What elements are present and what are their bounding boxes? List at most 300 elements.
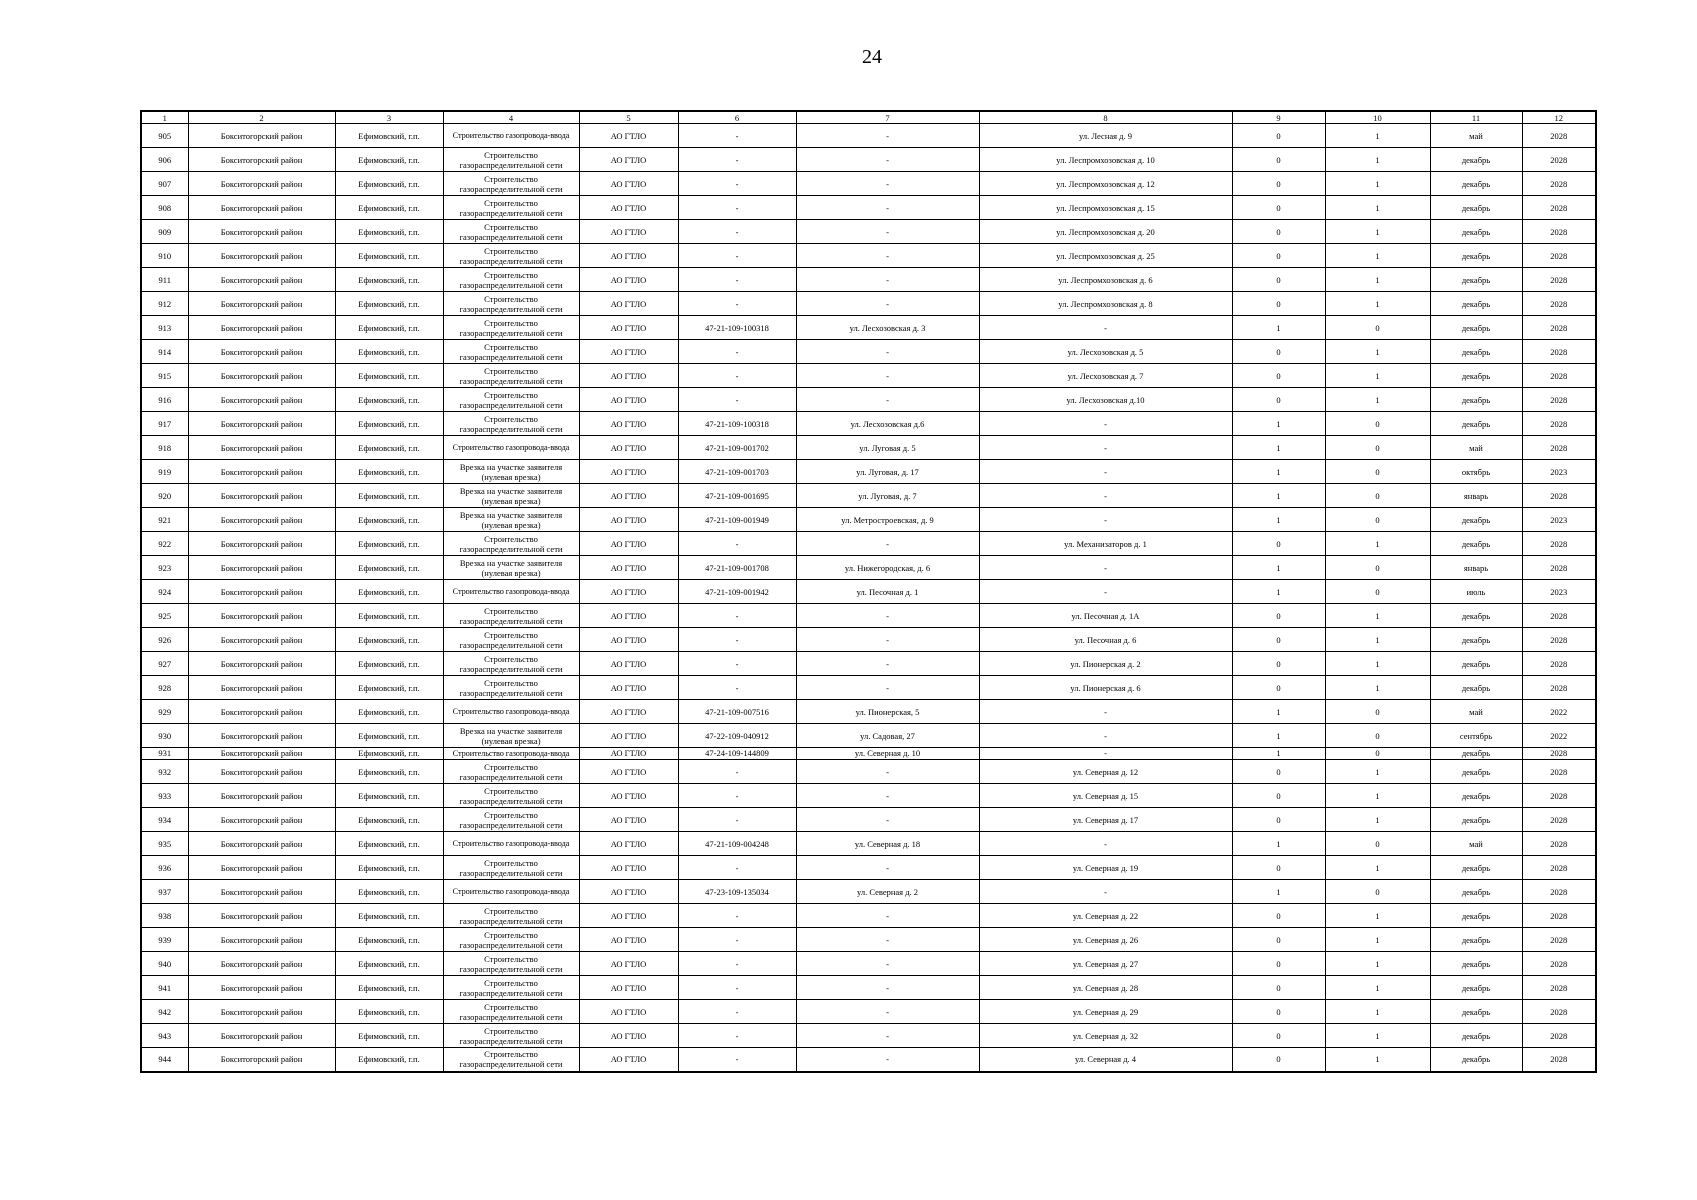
cell-count-a: 0: [1232, 172, 1325, 196]
cell-cadastral-number: -: [678, 1024, 796, 1048]
cell-cadastral-number: -: [678, 628, 796, 652]
cell-organization: АО ГТЛО: [579, 484, 678, 508]
table-row: [141, 1048, 1596, 1072]
cell-row-number: 922: [141, 532, 188, 556]
cell-network-address: -: [979, 508, 1232, 532]
cell-district: Бокситогорский район: [188, 316, 335, 340]
table-row: [141, 412, 1596, 436]
cell-organization: АО ГТЛО: [579, 832, 678, 856]
cell-count-a: 0: [1232, 952, 1325, 976]
cell-count-b: 0: [1325, 580, 1430, 604]
cell-network-address: ул. Северная д. 28: [979, 976, 1232, 1000]
column-header: 4: [443, 111, 579, 124]
cell-network-address: -: [979, 436, 1232, 460]
cell-settlement: Ефимовский, г.п.: [335, 532, 443, 556]
cell-cadastral-number: -: [678, 220, 796, 244]
cell-organization: АО ГТЛО: [579, 244, 678, 268]
cell-row-number: 921: [141, 508, 188, 532]
cell-cadastral-number: -: [678, 244, 796, 268]
cell-month: декабрь: [1430, 856, 1522, 880]
cell-district: Бокситогорский район: [188, 148, 335, 172]
cell-settlement: Ефимовский, г.п.: [335, 220, 443, 244]
cell-count-b: 1: [1325, 1000, 1430, 1024]
cell-work-type: Строительство газораспределительной сети: [443, 628, 579, 652]
cell-cadastral-number: 47-21-109-100318: [678, 412, 796, 436]
cell-year: 2028: [1522, 1024, 1596, 1048]
cell-object-address: ул. Лесхозовская д. 3: [796, 316, 979, 340]
cell-row-number: 917: [141, 412, 188, 436]
cell-year: 2028: [1522, 904, 1596, 928]
table-row: [141, 484, 1596, 508]
table-row: [141, 724, 1596, 748]
cell-settlement: Ефимовский, г.п.: [335, 880, 443, 904]
cell-month: декабрь: [1430, 676, 1522, 700]
table-row: [141, 364, 1596, 388]
cell-object-address: -: [796, 196, 979, 220]
cell-year: 2023: [1522, 460, 1596, 484]
cell-count-b: 1: [1325, 244, 1430, 268]
cell-organization: АО ГТЛО: [579, 388, 678, 412]
cell-settlement: Ефимовский, г.п.: [335, 508, 443, 532]
cell-network-address: ул. Северная д. 22: [979, 904, 1232, 928]
cell-object-address: ул. Северная д. 2: [796, 880, 979, 904]
cell-year: 2028: [1522, 436, 1596, 460]
cell-year: 2028: [1522, 976, 1596, 1000]
cell-count-a: 0: [1232, 904, 1325, 928]
cell-row-number: 939: [141, 928, 188, 952]
cell-row-number: 933: [141, 784, 188, 808]
cell-year: 2028: [1522, 784, 1596, 808]
cell-work-type: Строительство газораспределительной сети: [443, 172, 579, 196]
cell-cadastral-number: -: [678, 784, 796, 808]
cell-month: декабрь: [1430, 148, 1522, 172]
cell-count-b: 1: [1325, 904, 1430, 928]
cell-row-number: 909: [141, 220, 188, 244]
cell-row-number: 912: [141, 292, 188, 316]
cell-cadastral-number: -: [678, 268, 796, 292]
cell-year: 2028: [1522, 244, 1596, 268]
cell-settlement: Ефимовский, г.п.: [335, 604, 443, 628]
cell-object-address: -: [796, 532, 979, 556]
cell-year: 2028: [1522, 1048, 1596, 1072]
cell-year: 2028: [1522, 928, 1596, 952]
cell-network-address: -: [979, 748, 1232, 760]
cell-count-b: 1: [1325, 784, 1430, 808]
gasification-table: [140, 110, 1597, 1073]
cell-organization: АО ГТЛО: [579, 196, 678, 220]
cell-month: декабрь: [1430, 364, 1522, 388]
cell-month: декабрь: [1430, 220, 1522, 244]
table-row: [141, 460, 1596, 484]
cell-row-number: 908: [141, 196, 188, 220]
cell-settlement: Ефимовский, г.п.: [335, 316, 443, 340]
cell-work-type: Строительство газораспределительной сети: [443, 196, 579, 220]
cell-count-a: 0: [1232, 268, 1325, 292]
cell-organization: АО ГТЛО: [579, 784, 678, 808]
cell-month: май: [1430, 832, 1522, 856]
cell-object-address: -: [796, 784, 979, 808]
cell-settlement: Ефимовский, г.п.: [335, 1048, 443, 1072]
cell-network-address: -: [979, 580, 1232, 604]
cell-settlement: Ефимовский, г.п.: [335, 244, 443, 268]
cell-district: Бокситогорский район: [188, 652, 335, 676]
cell-object-address: -: [796, 220, 979, 244]
cell-year: 2022: [1522, 724, 1596, 748]
table-row: [141, 748, 1596, 760]
cell-count-b: 0: [1325, 460, 1430, 484]
cell-network-address: ул. Северная д. 26: [979, 928, 1232, 952]
cell-district: Бокситогорский район: [188, 124, 335, 148]
cell-settlement: Ефимовский, г.п.: [335, 904, 443, 928]
cell-district: Бокситогорский район: [188, 784, 335, 808]
cell-month: декабрь: [1430, 172, 1522, 196]
cell-count-b: 1: [1325, 676, 1430, 700]
cell-organization: АО ГТЛО: [579, 316, 678, 340]
cell-work-type: Строительство газораспределительной сети: [443, 364, 579, 388]
cell-network-address: ул. Северная д. 4: [979, 1048, 1232, 1072]
table-row: [141, 1000, 1596, 1024]
cell-year: 2028: [1522, 340, 1596, 364]
cell-count-b: 1: [1325, 1048, 1430, 1072]
cell-district: Бокситогорский район: [188, 676, 335, 700]
table-row: [141, 388, 1596, 412]
cell-organization: АО ГТЛО: [579, 808, 678, 832]
cell-work-type: Строительство газораспределительной сети: [443, 244, 579, 268]
cell-count-a: 0: [1232, 220, 1325, 244]
cell-district: Бокситогорский район: [188, 760, 335, 784]
cell-count-b: 1: [1325, 976, 1430, 1000]
cell-work-type: Строительство газопровода-ввода: [443, 748, 579, 760]
cell-month: декабрь: [1430, 1048, 1522, 1072]
cell-network-address: ул. Лесхозовская д. 7: [979, 364, 1232, 388]
cell-settlement: Ефимовский, г.п.: [335, 928, 443, 952]
table-row: [141, 808, 1596, 832]
cell-district: Бокситогорский район: [188, 460, 335, 484]
cell-object-address: ул. Северная д. 18: [796, 832, 979, 856]
cell-organization: АО ГТЛО: [579, 604, 678, 628]
cell-row-number: 943: [141, 1024, 188, 1048]
cell-network-address: -: [979, 460, 1232, 484]
cell-district: Бокситогорский район: [188, 340, 335, 364]
cell-network-address: ул. Леспромхозовская д. 15: [979, 196, 1232, 220]
cell-organization: АО ГТЛО: [579, 532, 678, 556]
cell-count-a: 0: [1232, 628, 1325, 652]
cell-object-address: -: [796, 760, 979, 784]
cell-network-address: ул. Пионерская д. 2: [979, 652, 1232, 676]
cell-organization: АО ГТЛО: [579, 1000, 678, 1024]
cell-cadastral-number: -: [678, 148, 796, 172]
cell-month: декабрь: [1430, 904, 1522, 928]
cell-row-number: 926: [141, 628, 188, 652]
cell-district: Бокситогорский район: [188, 1000, 335, 1024]
cell-count-a: 0: [1232, 784, 1325, 808]
cell-work-type: Врезка на участке заявителя (нулевая врезка): [443, 484, 579, 508]
cell-row-number: 935: [141, 832, 188, 856]
cell-object-address: -: [796, 148, 979, 172]
cell-cadastral-number: -: [678, 976, 796, 1000]
cell-row-number: 928: [141, 676, 188, 700]
table-body: [141, 124, 1596, 1072]
cell-settlement: Ефимовский, г.п.: [335, 784, 443, 808]
cell-cadastral-number: 47-21-109-001942: [678, 580, 796, 604]
cell-year: 2028: [1522, 484, 1596, 508]
cell-network-address: ул. Северная д. 12: [979, 760, 1232, 784]
cell-year: 2028: [1522, 808, 1596, 832]
cell-month: декабрь: [1430, 316, 1522, 340]
column-header: 7: [796, 111, 979, 124]
cell-month: декабрь: [1430, 760, 1522, 784]
cell-year: 2028: [1522, 364, 1596, 388]
cell-year: 2028: [1522, 604, 1596, 628]
cell-district: Бокситогорский район: [188, 904, 335, 928]
cell-network-address: ул. Леспромхозовская д. 8: [979, 292, 1232, 316]
cell-network-address: ул. Северная д. 17: [979, 808, 1232, 832]
cell-settlement: Ефимовский, г.п.: [335, 1000, 443, 1024]
cell-work-type: Строительство газопровода-ввода: [443, 700, 579, 724]
cell-count-a: 0: [1232, 124, 1325, 148]
cell-district: Бокситогорский район: [188, 880, 335, 904]
cell-object-address: -: [796, 244, 979, 268]
cell-network-address: ул. Пионерская д. 6: [979, 676, 1232, 700]
cell-count-b: 0: [1325, 724, 1430, 748]
cell-month: декабрь: [1430, 952, 1522, 976]
cell-count-b: 1: [1325, 808, 1430, 832]
cell-month: май: [1430, 124, 1522, 148]
cell-row-number: 918: [141, 436, 188, 460]
cell-district: Бокситогорский район: [188, 1024, 335, 1048]
cell-count-b: 1: [1325, 148, 1430, 172]
cell-district: Бокситогорский район: [188, 928, 335, 952]
cell-district: Бокситогорский район: [188, 604, 335, 628]
cell-month: декабрь: [1430, 196, 1522, 220]
cell-year: 2028: [1522, 316, 1596, 340]
cell-count-b: 0: [1325, 316, 1430, 340]
table-row: [141, 532, 1596, 556]
cell-object-address: -: [796, 928, 979, 952]
table-row: [141, 604, 1596, 628]
cell-row-number: 927: [141, 652, 188, 676]
cell-row-number: 924: [141, 580, 188, 604]
column-header: 1: [141, 111, 188, 124]
cell-district: Бокситогорский район: [188, 364, 335, 388]
cell-count-b: 0: [1325, 556, 1430, 580]
cell-row-number: 929: [141, 700, 188, 724]
cell-year: 2028: [1522, 388, 1596, 412]
cell-district: Бокситогорский район: [188, 808, 335, 832]
cell-work-type: Строительство газопровода-ввода: [443, 580, 579, 604]
cell-settlement: Ефимовский, г.п.: [335, 196, 443, 220]
cell-work-type: Строительство газораспределительной сети: [443, 316, 579, 340]
table-row: [141, 244, 1596, 268]
cell-settlement: Ефимовский, г.п.: [335, 436, 443, 460]
cell-settlement: Ефимовский, г.п.: [335, 412, 443, 436]
cell-object-address: ул. Луговая, д. 7: [796, 484, 979, 508]
cell-count-a: 1: [1232, 412, 1325, 436]
cell-count-a: 0: [1232, 652, 1325, 676]
cell-organization: АО ГТЛО: [579, 928, 678, 952]
cell-organization: АО ГТЛО: [579, 652, 678, 676]
cell-district: Бокситогорский район: [188, 532, 335, 556]
cell-year: 2028: [1522, 748, 1596, 760]
cell-month: декабрь: [1430, 1000, 1522, 1024]
cell-settlement: Ефимовский, г.п.: [335, 1024, 443, 1048]
cell-district: Бокситогорский район: [188, 748, 335, 760]
cell-count-b: 1: [1325, 220, 1430, 244]
cell-work-type: Строительство газораспределительной сети: [443, 340, 579, 364]
cell-row-number: 905: [141, 124, 188, 148]
cell-organization: АО ГТЛО: [579, 724, 678, 748]
cell-organization: АО ГТЛО: [579, 904, 678, 928]
cell-count-b: 1: [1325, 1024, 1430, 1048]
cell-object-address: ул. Песочная д. 1: [796, 580, 979, 604]
cell-count-a: 0: [1232, 808, 1325, 832]
table-row: [141, 196, 1596, 220]
cell-work-type: Строительство газораспределительной сети: [443, 676, 579, 700]
table-row: [141, 676, 1596, 700]
cell-count-b: 1: [1325, 268, 1430, 292]
cell-count-b: 0: [1325, 508, 1430, 532]
cell-network-address: -: [979, 880, 1232, 904]
cell-organization: АО ГТЛО: [579, 268, 678, 292]
cell-district: Бокситогорский район: [188, 244, 335, 268]
cell-district: Бокситогорский район: [188, 628, 335, 652]
cell-count-a: 0: [1232, 760, 1325, 784]
cell-settlement: Ефимовский, г.п.: [335, 364, 443, 388]
cell-month: декабрь: [1430, 976, 1522, 1000]
cell-object-address: -: [796, 292, 979, 316]
cell-network-address: -: [979, 556, 1232, 580]
cell-settlement: Ефимовский, г.п.: [335, 172, 443, 196]
cell-row-number: 930: [141, 724, 188, 748]
cell-year: 2023: [1522, 580, 1596, 604]
table-row: [141, 268, 1596, 292]
cell-work-type: Строительство газораспределительной сети: [443, 808, 579, 832]
cell-network-address: ул. Песочная д. 6: [979, 628, 1232, 652]
cell-count-b: 0: [1325, 484, 1430, 508]
table-row: [141, 316, 1596, 340]
cell-cadastral-number: -: [678, 1048, 796, 1072]
cell-count-b: 0: [1325, 832, 1430, 856]
cell-settlement: Ефимовский, г.п.: [335, 292, 443, 316]
cell-network-address: ул. Леспромхозовская д. 12: [979, 172, 1232, 196]
cell-cadastral-number: -: [678, 856, 796, 880]
cell-object-address: ул. Садовая, 27: [796, 724, 979, 748]
cell-row-number: 913: [141, 316, 188, 340]
cell-object-address: -: [796, 124, 979, 148]
cell-cadastral-number: 47-21-109-001949: [678, 508, 796, 532]
cell-work-type: Строительство газораспределительной сети: [443, 1000, 579, 1024]
cell-year: 2028: [1522, 556, 1596, 580]
cell-count-a: 0: [1232, 604, 1325, 628]
cell-cadastral-number: -: [678, 196, 796, 220]
cell-object-address: -: [796, 1000, 979, 1024]
cell-cadastral-number: -: [678, 928, 796, 952]
table-row: [141, 976, 1596, 1000]
cell-organization: АО ГТЛО: [579, 760, 678, 784]
cell-year: 2028: [1522, 760, 1596, 784]
cell-district: Бокситогорский район: [188, 268, 335, 292]
table-row: [141, 292, 1596, 316]
cell-network-address: ул. Северная д. 32: [979, 1024, 1232, 1048]
cell-row-number: 937: [141, 880, 188, 904]
cell-year: 2028: [1522, 652, 1596, 676]
cell-district: Бокситогорский район: [188, 556, 335, 580]
cell-row-number: 944: [141, 1048, 188, 1072]
cell-row-number: 934: [141, 808, 188, 832]
table-row: [141, 1024, 1596, 1048]
table-row: [141, 220, 1596, 244]
cell-month: декабрь: [1430, 532, 1522, 556]
column-header: 6: [678, 111, 796, 124]
cell-district: Бокситогорский район: [188, 436, 335, 460]
cell-count-a: 1: [1232, 556, 1325, 580]
cell-row-number: 940: [141, 952, 188, 976]
table-row: [141, 340, 1596, 364]
cell-work-type: Строительство газораспределительной сети: [443, 976, 579, 1000]
cell-row-number: 942: [141, 1000, 188, 1024]
cell-cadastral-number: -: [678, 604, 796, 628]
cell-object-address: -: [796, 628, 979, 652]
cell-row-number: 910: [141, 244, 188, 268]
cell-work-type: Строительство газораспределительной сети: [443, 928, 579, 952]
cell-work-type: Строительство газораспределительной сети: [443, 1024, 579, 1048]
cell-row-number: 920: [141, 484, 188, 508]
cell-organization: АО ГТЛО: [579, 412, 678, 436]
cell-organization: АО ГТЛО: [579, 148, 678, 172]
cell-settlement: Ефимовский, г.п.: [335, 484, 443, 508]
cell-year: 2028: [1522, 832, 1596, 856]
cell-row-number: 938: [141, 904, 188, 928]
table-row: [141, 508, 1596, 532]
cell-row-number: 916: [141, 388, 188, 412]
cell-count-a: 0: [1232, 244, 1325, 268]
cell-settlement: Ефимовский, г.п.: [335, 460, 443, 484]
cell-object-address: ул. Северная д. 10: [796, 748, 979, 760]
cell-network-address: ул. Северная д. 29: [979, 1000, 1232, 1024]
cell-work-type: Врезка на участке заявителя (нулевая врезка): [443, 508, 579, 532]
cell-month: декабрь: [1430, 880, 1522, 904]
cell-year: 2028: [1522, 124, 1596, 148]
cell-count-b: 1: [1325, 532, 1430, 556]
cell-work-type: Строительство газораспределительной сети: [443, 268, 579, 292]
table-row: [141, 700, 1596, 724]
cell-cadastral-number: -: [678, 292, 796, 316]
cell-month: декабрь: [1430, 388, 1522, 412]
cell-organization: АО ГТЛО: [579, 220, 678, 244]
cell-cadastral-number: -: [678, 1000, 796, 1024]
cell-count-a: 0: [1232, 856, 1325, 880]
cell-row-number: 936: [141, 856, 188, 880]
cell-count-b: 1: [1325, 340, 1430, 364]
cell-work-type: Строительство газораспределительной сети: [443, 604, 579, 628]
cell-organization: АО ГТЛО: [579, 172, 678, 196]
cell-organization: АО ГТЛО: [579, 628, 678, 652]
cell-count-b: 1: [1325, 952, 1430, 976]
cell-object-address: -: [796, 856, 979, 880]
cell-month: декабрь: [1430, 244, 1522, 268]
cell-cadastral-number: 47-21-109-001702: [678, 436, 796, 460]
cell-district: Бокситогорский район: [188, 580, 335, 604]
cell-count-a: 1: [1232, 436, 1325, 460]
cell-organization: АО ГТЛО: [579, 292, 678, 316]
cell-month: сентябрь: [1430, 724, 1522, 748]
column-header: 2: [188, 111, 335, 124]
cell-district: Бокситогорский район: [188, 484, 335, 508]
cell-month: декабрь: [1430, 652, 1522, 676]
header-row: [141, 111, 1596, 124]
cell-cadastral-number: 47-21-109-001695: [678, 484, 796, 508]
cell-network-address: ул. Лесхозовская д. 5: [979, 340, 1232, 364]
